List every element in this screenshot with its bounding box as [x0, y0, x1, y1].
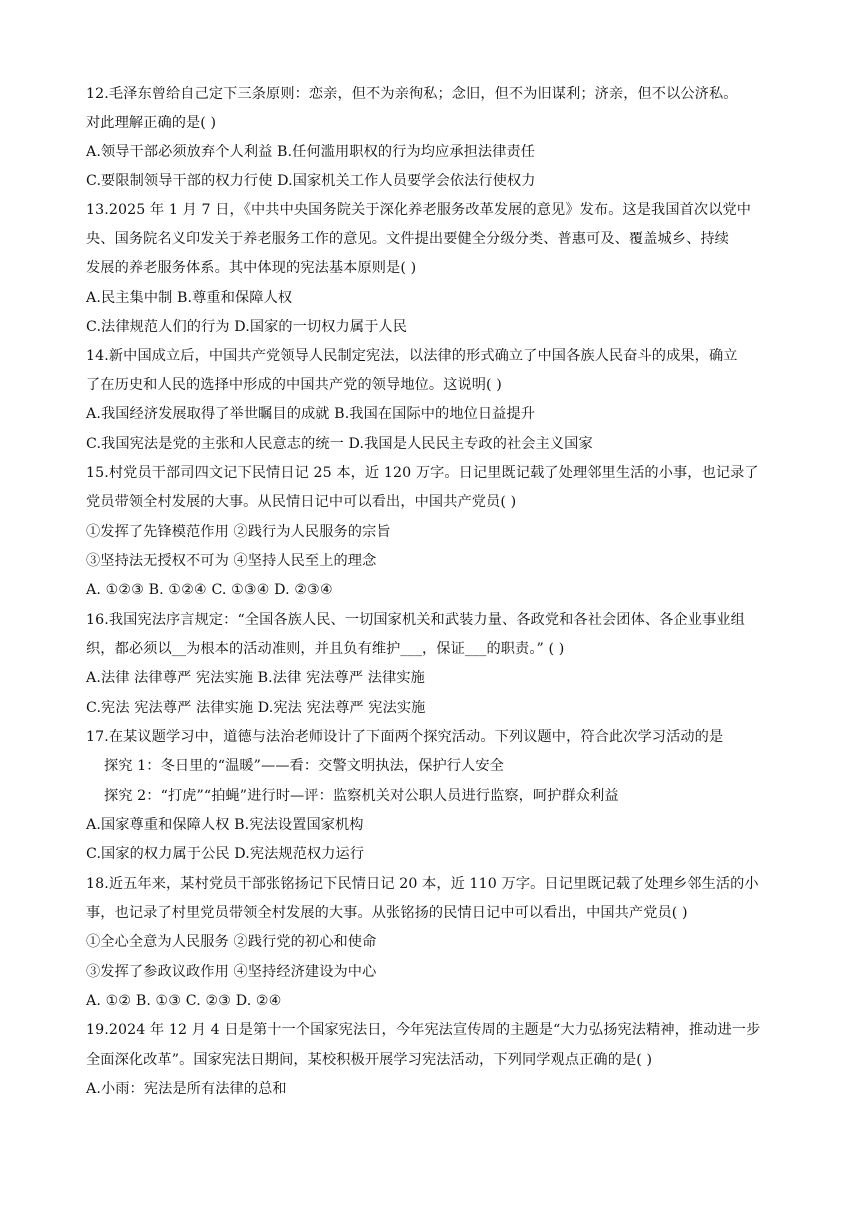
q12-options-cd: C.要限制领导干部的权力行使 D.国家机关工作人员要学会依法行使权力 — [86, 173, 536, 189]
q18-options: A. ①② B. ①③ C. ②③ D. ②④ — [86, 993, 282, 1009]
q19-option-a: A.小雨：宪法是所有法律的总和 — [86, 1081, 287, 1097]
q13-options-cd: C.法律规范人们的行为 D.国家的一切权力属于人民 — [86, 319, 407, 335]
q15-statements-12: ①发挥了先锋模范作用 ②践行为人民服务的宗旨 — [86, 524, 391, 540]
q14-options-cd: C.我国宪法是党的主张和人民意志的统一 D.我国是人民民主专政的社会主义国家 — [86, 436, 593, 452]
q17-options-cd: C.国家的权力属于公民 D.宪法规范权力运行 — [86, 846, 365, 862]
q14-options-ab: A.我国经济发展取得了举世瞩目的成就 B.我国在国际中的地位日益提升 — [86, 406, 536, 422]
q12-options-ab: A.领导干部必须放弃个人利益 B.任何滥用职权的行为均应承担法律责任 — [86, 144, 536, 160]
q13-options-ab: A.民主集中制 B.尊重和保障人权 — [86, 290, 293, 306]
q15-options: A. ①②③ B. ①②④ C. ①③④ D. ②③④ — [86, 582, 333, 598]
q13-stem-line-2: 央、国务院名义印发关于养老服务工作的意见。文件提出要健全分级分类、普惠可及、覆盖城乡、持续 — [86, 231, 729, 247]
q17-activity-2: 探究 2：“打虎”“拍蝇”进行时—评：监察机关对公职人员进行监察，呵护群众利益 — [104, 788, 619, 804]
q14-stem-line-1: 14.新中国成立后，中国共产党领导人民制定宪法，以法律的形式确立了中国各族人民奋斗的成果，确立 — [86, 348, 738, 364]
q15-stem-line-2: 党员带领全村发展的大事。从民情日记中可以看出，中国共产党员( ) — [86, 494, 517, 510]
q15-stem-line-1: 15.村党员干部司四文记下民情日记 25 本，近 120 万字。日记里既记载了处理邻里生活的小事，也记录了 — [86, 465, 759, 481]
q15-statements-34: ③坚持法无授权不可为 ④坚持人民至上的理念 — [86, 553, 377, 569]
q14-stem-line-2: 了在历史和人民的选择中形成的中国共产党的领导地位。这说明( ) — [86, 377, 502, 393]
q18-stem-line-1: 18.近五年来，某村党员干部张铭扬记下民情日记 20 本，近 110 万字。日记里既记载了处理乡邻生活的小 — [86, 876, 759, 892]
q17-stem: 17.在某议题学习中，道德与法治老师设计了下面两个探究活动。下列议题中，符合此次学习活动的是 — [86, 729, 724, 745]
q13-stem-line-1: 13.2025 年 1 月 7 日，《中共中央国务院关于深化养老服务改革发展的意见》发布。这是我国首次以党中 — [86, 202, 752, 218]
q17-activity-1: 探究 1：冬日里的“温暖”——看：交警文明执法，保护行人安全 — [104, 758, 504, 774]
q17-options-ab: A.国家尊重和保障人权 B.宪法设置国家机构 — [86, 817, 364, 833]
q18-statements-34: ③发挥了参政议政作用 ④坚持经济建设为中心 — [86, 964, 377, 980]
q16-options-ab: A.法律 法律尊严 宪法实施 B.法律 宪法尊严 法律实施 — [86, 670, 425, 686]
q16-stem-line-2: 织，都必须以__为根本的活动准则，并且负有维护___，保证___的职责。” ( ) — [86, 641, 565, 657]
q19-stem-line-1: 19.2024 年 12 月 4 日是第十一个国家宪法日，今年宪法宣传周的主题是“大力弘扬宪法精神，推动进一步 — [86, 1022, 761, 1038]
q19-stem-line-2: 全面深化改革”。国家宪法日期间，某校积极开展学习宪法活动，下列同学观点正确的是( ) — [86, 1052, 653, 1068]
q18-stem-line-2: 事，也记录了村里党员带领全村发展的大事。从张铭扬的民情日记中可以看出，中国共产党员( ) — [86, 905, 688, 921]
q12-stem-line-2: 对此理解正确的是( ) — [86, 115, 217, 131]
q13-stem-line-3: 发展的养老服务体系。其中体现的宪法基本原则是( ) — [86, 260, 417, 276]
q16-options-cd: C.宪法 宪法尊严 法律实施 D.宪法 宪法尊严 宪法实施 — [86, 700, 426, 716]
q18-statements-12: ①全心全意为人民服务 ②践行党的初心和使命 — [86, 934, 377, 950]
q16-stem-line-1: 16.我国宪法序言规定：“全国各族人民、一切国家机关和武装力量、各政党和各社会团体、各企业事业组 — [86, 612, 745, 628]
q12-stem-line-1: 12.毛泽东曾给自己定下三条原则：恋亲，但不为亲徇私；念旧，但不为旧谋利；济亲，但不以公济私。 — [86, 86, 738, 102]
